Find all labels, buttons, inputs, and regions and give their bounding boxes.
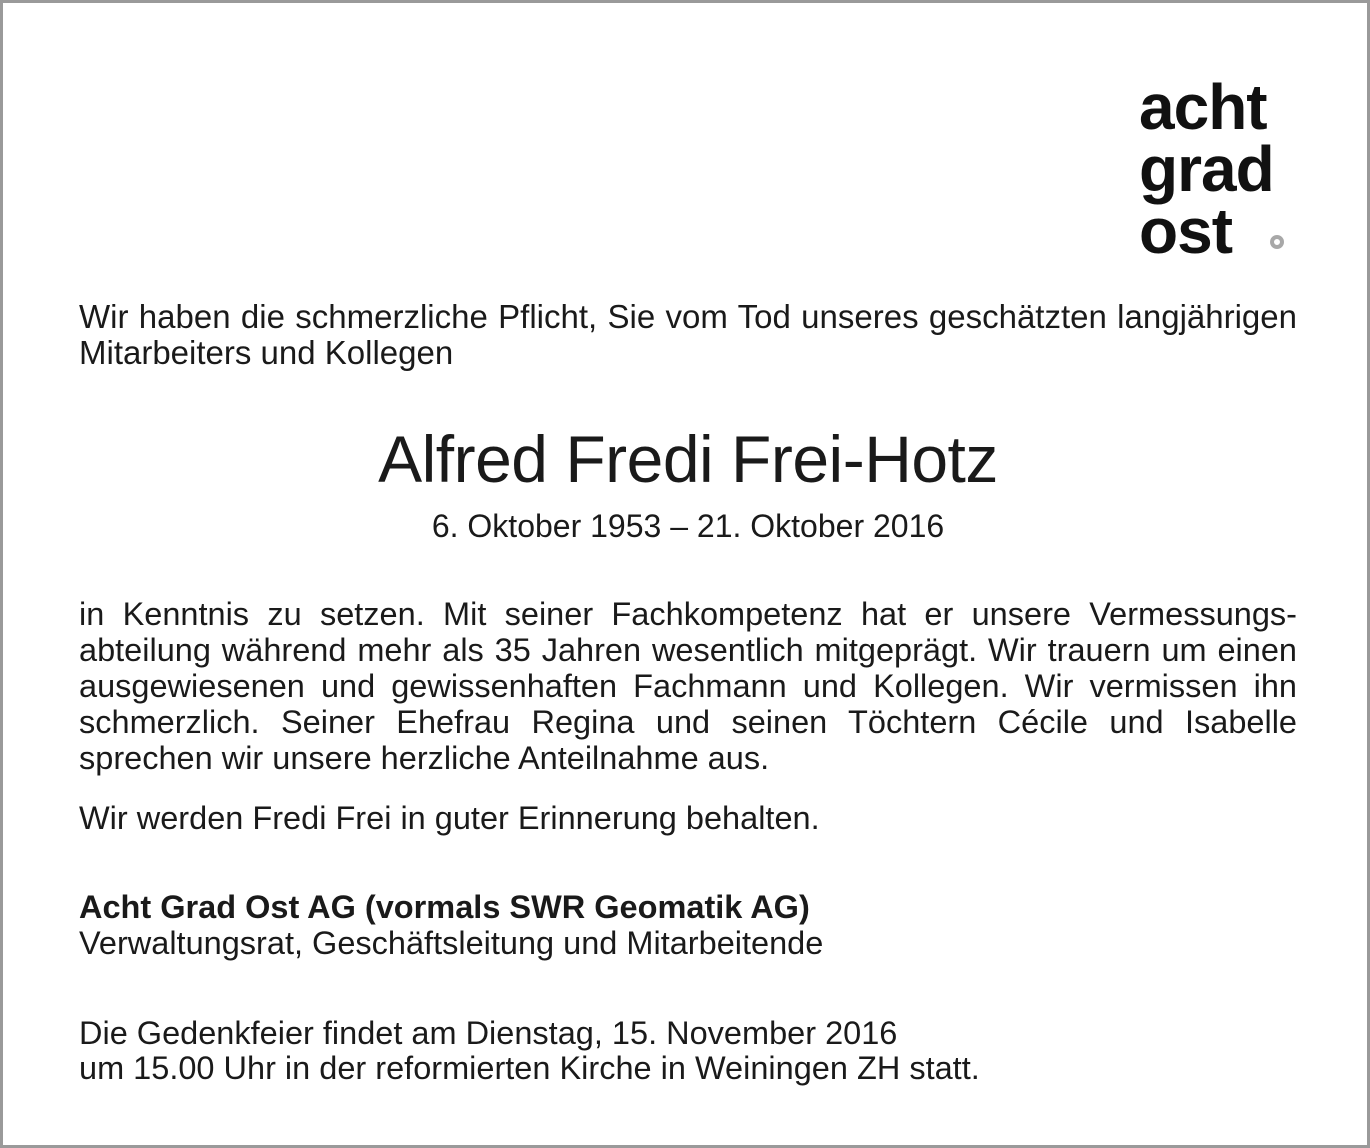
company-logo bbox=[1123, 71, 1323, 267]
logo-degree-icon bbox=[1270, 235, 1284, 249]
logo-line-acht: acht bbox=[1139, 71, 1267, 143]
logo-line-grad: grad bbox=[1139, 133, 1274, 205]
deceased-name: Alfred Fredi Frei-Hotz bbox=[378, 422, 998, 496]
intro-text: Wir haben die schmerzliche Pflicht, Sie vom Tod unseres geschätzten langjährigen Mitarbeiters und Kollegen bbox=[79, 298, 1297, 371]
memorial-line-1: Die Gedenkfeier findet am Dienstag, 15. November 2016 bbox=[79, 1015, 898, 1051]
life-dates: 6. Oktober 1953 – 21. Oktober 2016 bbox=[431, 508, 945, 544]
logo-line-ost: ost bbox=[1139, 195, 1232, 267]
company-name: Acht Grad Ost AG (vormals SWR Geomatik AG) bbox=[79, 889, 810, 925]
signatories: Verwaltungsrat, Geschäftsleitung und Mitarbeitende bbox=[79, 925, 824, 961]
body-text: in Kenntnis zu setzen. Mit seiner Fachkompetenz hat er unsere Vermessungsabteilung während mehr als 35 Jahren wesentlich mitgeprägt. Wir trauern um einen ausgewiesenen und gewissenhaften Fachmann und Kollegen. Wir vermissen ihn schmerzlich. Seiner Ehefrau Regina und seinen Töchtern Cécile und Isabelle sprechen wir unsere herzliche Anteilnahme aus. bbox=[79, 596, 1297, 776]
memorial-line-2: um 15.00 Uhr in der reformierten Kirche in Weiningen ZH statt. bbox=[79, 1050, 980, 1086]
closing-text: Wir werden Fredi Frei in guter Erinnerung behalten. bbox=[79, 800, 820, 836]
